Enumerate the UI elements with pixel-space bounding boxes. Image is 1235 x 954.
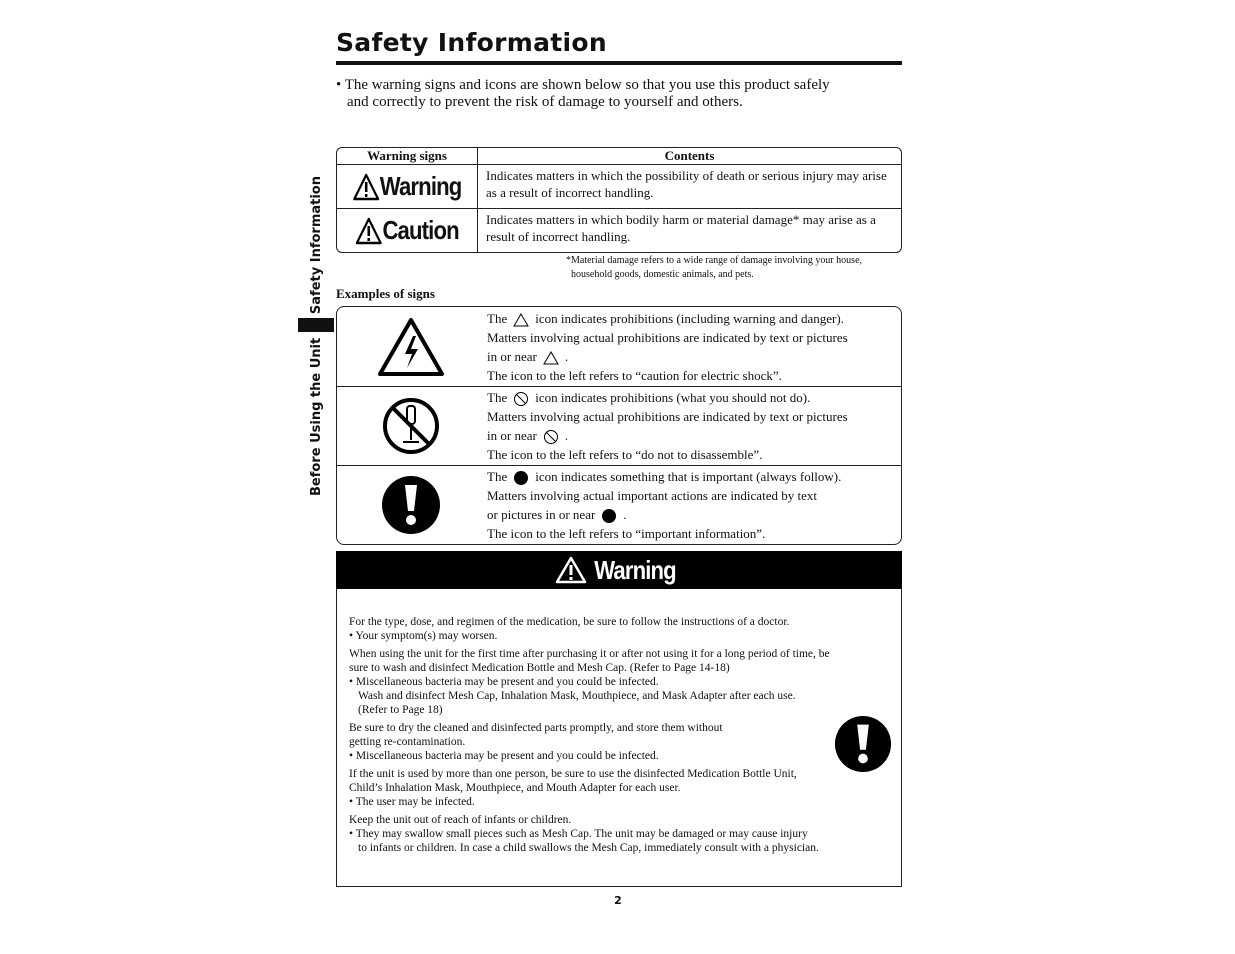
prohibition-icon bbox=[543, 429, 559, 445]
example-text: The bbox=[487, 469, 508, 484]
caution-sign-description: Indicates matters in which bodily harm or material damage* may arise as a result of incorrect handling. bbox=[486, 212, 876, 244]
warning-sign-word: Warning bbox=[379, 171, 462, 201]
warning-text: • Your symptom(s) may worsen. bbox=[349, 630, 498, 642]
side-section-label bbox=[296, 176, 336, 496]
important-icon bbox=[381, 475, 441, 535]
warning-signs-table bbox=[336, 147, 902, 253]
warning-section-body bbox=[336, 589, 902, 887]
electric-shock-icon bbox=[376, 316, 446, 378]
example-text: Matters involving actual important actions are indicated by text bbox=[487, 488, 817, 504]
warning-text: getting re-contamination. bbox=[349, 736, 466, 748]
warning-paragraph bbox=[349, 767, 849, 809]
table-row bbox=[337, 165, 901, 209]
warning-paragraph bbox=[349, 721, 849, 763]
warning-triangle-icon bbox=[353, 173, 380, 201]
warning-text: • Miscellaneous bacteria may be present and you could be infected. bbox=[349, 676, 659, 688]
filled-circle-icon bbox=[513, 470, 529, 486]
caution-sign-cell bbox=[337, 209, 478, 252]
warning-text: For the type, dose, and regimen of the medication, be sure to follow the instructions of a doctor. bbox=[349, 616, 790, 628]
example-text: Matters involving actual prohibitions are indicated by text or pictures bbox=[487, 409, 848, 425]
warning-triangle-icon bbox=[555, 556, 587, 584]
caution-triangle-icon bbox=[355, 217, 382, 245]
warning-text: Keep the unit out of reach of infants or children. bbox=[349, 814, 572, 826]
example-text: The icon to the left refers to “important information”. bbox=[487, 526, 766, 542]
warning-paragraph bbox=[349, 813, 849, 855]
example-text: Matters involving actual prohibitions are indicated by text or pictures bbox=[487, 330, 848, 345]
warning-text: Wash and disinfect Mesh Cap, Inhalation Mask, Mouthpiece, and Mask Adapter after each use. bbox=[358, 690, 796, 702]
title-rule bbox=[336, 61, 902, 65]
warning-header-word: Warning bbox=[594, 554, 676, 585]
example-row-do-not-disassemble bbox=[337, 386, 901, 466]
warning-paragraph bbox=[349, 615, 849, 643]
intro-paragraph bbox=[336, 77, 902, 111]
example-text: . bbox=[623, 507, 627, 523]
triangle-icon bbox=[543, 351, 559, 365]
page-title: Safety Information bbox=[336, 28, 607, 57]
warning-section-header bbox=[336, 551, 902, 589]
example-text: or pictures in or near bbox=[487, 507, 596, 523]
example-row-electric-shock bbox=[337, 307, 901, 387]
important-icon bbox=[834, 715, 892, 773]
warning-text: Child’s Inhalation Mask, Mouthpiece, and Mouth Adapter for each user. bbox=[349, 782, 681, 794]
example-text: . bbox=[564, 428, 569, 444]
example-text: icon indicates something that is important (always follow). bbox=[535, 469, 842, 484]
example-text: . bbox=[564, 349, 569, 364]
table-row bbox=[337, 209, 901, 252]
example-text: The bbox=[487, 311, 508, 326]
footnote-line-2: household goods, domestic animals, and pets. bbox=[571, 269, 754, 280]
warning-text: • Miscellaneous bacteria may be present and you could be infected. bbox=[349, 750, 659, 762]
warning-paragraph bbox=[349, 647, 839, 717]
examples-title: Examples of signs bbox=[336, 286, 435, 301]
warning-text: When using the unit for the first time after purchasing it or after not using it for a long period of time, be sure to wash and disinfect Medication Bottle and Mesh Cap. (Refer to Page 14-18) bbox=[349, 648, 830, 674]
intro-line-1: • The warning signs and icons are shown below so that you use this product safely bbox=[336, 77, 830, 93]
page-number: 2 bbox=[614, 894, 622, 907]
warning-sign-cell bbox=[337, 165, 478, 209]
filled-circle-icon bbox=[601, 508, 617, 524]
caution-sign-word: Caution bbox=[382, 215, 459, 245]
side-label-section: Safety Information bbox=[308, 176, 324, 315]
intro-line-2: and correctly to prevent the risk of damage to yourself and others. bbox=[347, 94, 743, 110]
warning-text: • The user may be infected. bbox=[349, 796, 475, 808]
example-text: in or near bbox=[487, 428, 537, 444]
warning-text: to infants or children. In case a child swallows the Mesh Cap, immediately consult with a physician. bbox=[358, 842, 819, 854]
example-text: icon indicates prohibitions (what you should not do). bbox=[535, 390, 811, 405]
examples-box bbox=[336, 306, 902, 545]
example-row-important bbox=[337, 465, 901, 544]
material-damage-footnote bbox=[566, 254, 906, 282]
warning-sign-description: Indicates matters in which the possibility of death or serious injury may arise as a result of incorrect handling. bbox=[478, 165, 901, 209]
example-text: The icon to the left refers to “caution for electric shock”. bbox=[487, 368, 782, 383]
example-text: in or near bbox=[487, 349, 537, 364]
col-header-warning-signs: Warning signs bbox=[337, 148, 478, 165]
triangle-icon bbox=[513, 313, 529, 327]
example-text: icon indicates prohibitions (including warning and danger). bbox=[535, 311, 844, 326]
col-header-contents: Contents bbox=[478, 148, 901, 165]
example-text: The icon to the left refers to “do not to disassemble”. bbox=[487, 447, 763, 463]
prohibition-icon bbox=[513, 391, 529, 407]
example-text: The bbox=[487, 390, 508, 405]
side-label-chapter: Before Using the Unit bbox=[308, 337, 324, 496]
warning-text: If the unit is used by more than one person, be sure to use the disinfected Medication Bottle Unit, bbox=[349, 768, 797, 780]
side-tab-marker bbox=[298, 318, 334, 332]
warning-text: (Refer to Page 18) bbox=[358, 704, 443, 716]
footnote-line-1: *Material damage refers to a wide range of damage involving your house, bbox=[566, 255, 863, 266]
warning-text: • They may swallow small pieces such as Mesh Cap. The unit may be damaged or may cause injury bbox=[349, 828, 808, 840]
do-not-disassemble-icon bbox=[381, 396, 441, 456]
warning-text: Be sure to dry the cleaned and disinfected parts promptly, and store them without bbox=[349, 722, 723, 734]
